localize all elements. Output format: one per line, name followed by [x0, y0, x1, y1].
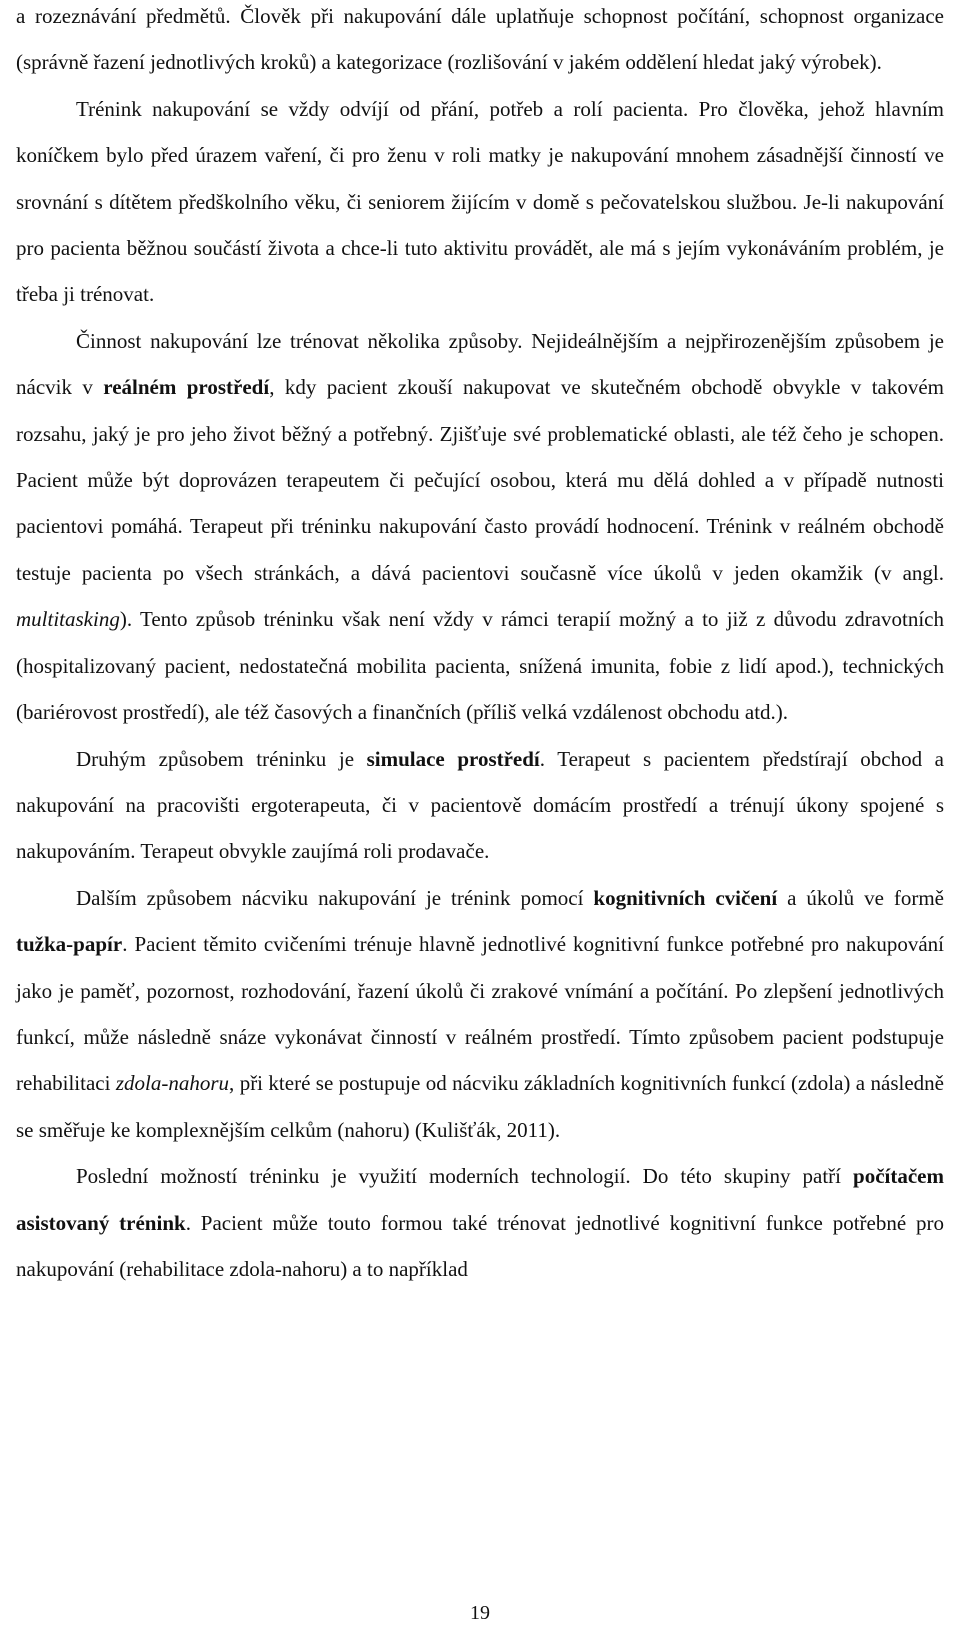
bold-term: tužka-papír — [16, 932, 123, 957]
text-run: Činnost nakupování lze trénovat několika způsoby. Nejideálnějším a nejpřirozenějším způsobem je nácvik v — [16, 328, 944, 400]
text-run: Druhým způsobem tréninku je — [76, 746, 367, 771]
text-run: . Pacient těmito cvičeními trénuje hlavně jednotlivé kognitivní funkce potřebné pro nakupování jako je paměť, pozornost, rozhodování, řazení úkolů či zrakové vnímání a počítání. Po zlepšení jednotlivých funkcí, může následně snáze vykonávat činností v reálném prostředí. Tímto způsobem pacient podstupuje rehabilitaci — [16, 932, 944, 1096]
italic-term: zdola-nahoru — [115, 1071, 230, 1096]
text-run: a rozeznávání předmětů. Člověk při nakupování dále uplatňuje schopnost počítání, schopnost organizace (správně řazení jednotlivých kroků) a kategorizace (rozlišování v jakém oddělení hledat jaký výrobek). — [16, 4, 944, 75]
page-number: 19 — [470, 1602, 490, 1624]
paragraph — [16, 318, 944, 736]
bold-term: kognitivních cvičení — [593, 885, 778, 910]
paragraph — [16, 875, 944, 1153]
paragraph — [16, 1153, 944, 1292]
text-run: Poslední možností tréninku je využití moderních technologií. Do této skupiny patří — [76, 1164, 854, 1189]
bold-term: počítačem asistovaný trénink — [16, 1164, 944, 1235]
italic-term: multitasking — [16, 607, 120, 632]
text-run: Trénink nakupování se vždy odvíjí od přání, potřeb a rolí pacienta. Pro člověka, jehož hlavním koníčkem bylo před úrazem vaření, či pro ženu v roli matky je nakupování mnohem zásadnější činností ve srovnání s dítětem předškolního věku, či seniorem žijícím v domě s pečovatelskou službou. Je-li nakupování pro pacienta běžnou součástí života a chce-li tuto aktivitu provádět, ale má s jejím vykonáváním problém, je třeba ji trénovat. — [16, 96, 944, 307]
text-run: ). Tento způsob tréninku však není vždy v rámci terapií možný a to již z důvodu zdravotních (hospitalizovaný pacient, nedostatečná mobilita pacienta, snížená imunita, fobie z lidí apod.), technických (bariérovost prostředí), ale též časových a finančních (příliš velká vzdálenost obchodu atd.). — [16, 607, 944, 725]
paragraph — [16, 736, 944, 875]
text-run: . Terapeut s pacientem předstírají obchod a nakupování na pracovišti ergoterapeuta, či v pacientově domácím prostředí a trénují úkony spojené s nakupováním. Terapeut obvykle zaujímá roli prodavače. — [16, 746, 945, 864]
bold-term: reálném prostředí — [103, 375, 270, 400]
text-run: , při které se postupuje od nácviku základních kognitivních funkcí (zdola) a následně se směřuje ke komplexnějším celkům (nahoru) (Kulišťák, 2011). — [16, 1071, 944, 1142]
bold-term: simulace prostředí — [366, 746, 540, 771]
text-run: Dalším způsobem nácviku nakupování je trénink pomocí — [76, 885, 594, 910]
text-run: . Pacient může touto formou také trénovat jednotlivé kognitivní funkce potřebné pro nakupování (rehabilitace zdola-nahoru) a to například — [16, 1210, 944, 1281]
paragraph — [16, 86, 944, 318]
paragraph — [16, 0, 944, 86]
text-run: , kdy pacient zkouší nakupovat ve skutečném obchodě obvykle v takovém rozsahu, jaký je pro jeho život běžný a potřebný. Zjišťuje své problematické oblasti, ale též čeho je schopen. Pacient může být doprovázen terapeutem či pečující osobou, která mu dělá dohled a v případě nutnosti pacientovi pomáhá. Terapeut při tréninku nakupování často provádí hodnocení. Trénink v reálném obchodě testuje pacienta po všech stránkách, a dává pacientovi současně více úkolů v jeden okamžik (v angl. — [16, 375, 944, 585]
text-run: a úkolů ve formě — [777, 885, 944, 910]
body-text — [16, 0, 944, 1292]
